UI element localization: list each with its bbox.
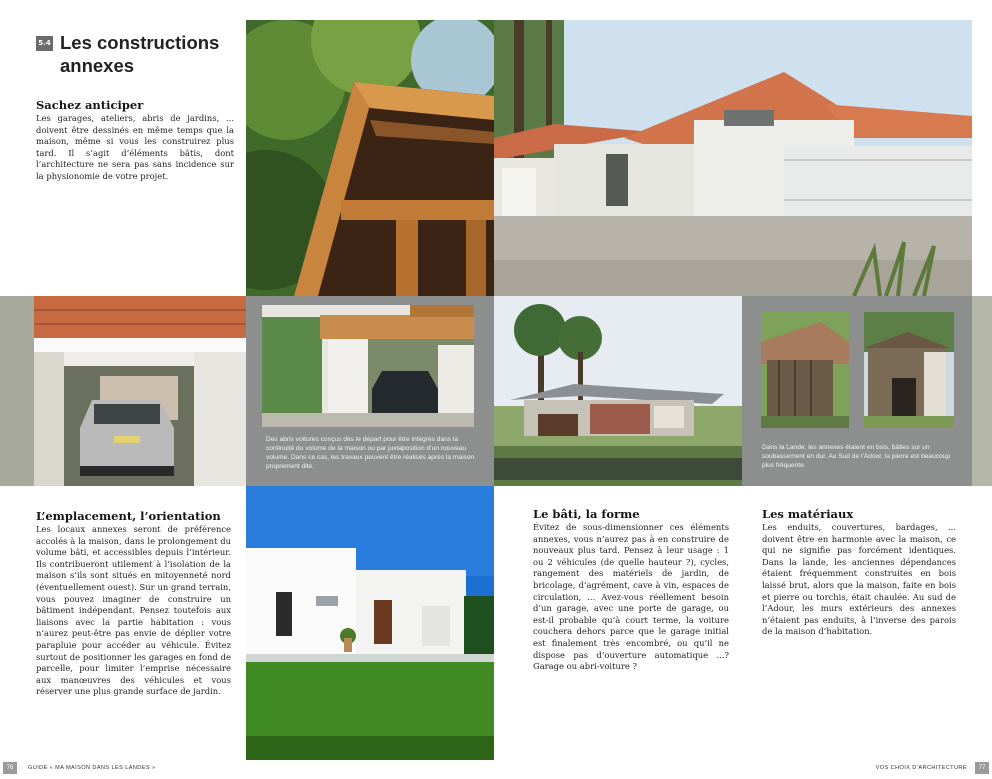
- page-number-right: 77: [975, 762, 989, 774]
- materiaux-section: [762, 507, 956, 638]
- page-title: Les constructions annexes: [60, 32, 220, 76]
- photo-abri-voiture: [262, 305, 474, 427]
- photo-house-with-garage: [494, 20, 972, 296]
- photo-car-carport: [34, 296, 246, 486]
- anticiper-section: [36, 98, 234, 183]
- footer-guide-title: GUIDE « MA MAISON DANS LES LANDES »: [28, 765, 156, 771]
- section-number-badge: 5.4: [36, 36, 53, 51]
- materiaux-heading: Les matériaux: [762, 507, 854, 521]
- emplacement-heading: L’emplacement, l’orientation: [36, 509, 221, 523]
- footer-section-title: VOS CHOIX D’ARCHITECTURE: [875, 765, 967, 771]
- photo-white-modern-house: [246, 486, 494, 760]
- caption-lande-annexes: Dans la Lande, les annexes étaient en bois, bâties sur un soubassement en dur. Au Sud de l’Adour, la pierre est beaucoup plus fréquente.: [762, 444, 951, 469]
- band-right-edge: [972, 296, 992, 486]
- photo-wooden-barn: [864, 312, 954, 428]
- bati-body: Évitez de sous-dimensionner ces éléments annexes, vous n’aurez pas à en construire de nouveaux plus tard. Pensez à leur usage : 1 ou 2 véhicules (de quelle hauteur ?), cycles, rangement des matériels de jardin, de bricolage, d’agrément, cave à vin, espaces de circulation, ... Avez-vous réellement besoin d’un garage, avec une porte de garage, ou est-il probable qu’à court terme, la voiture couchera dehors parce que le garage initial est finalement très encombré, ou qu’il ne dispose pas d’ouverture automatique ...? Garage ou abri-voiture ?: [533, 522, 729, 672]
- band-left-edge: [0, 296, 34, 486]
- materiaux-body: Les enduits, couvertures, bardages, ... doivent être en harmonie avec la maison, ce qui ne signifie pas forcément identiques. Dans la lande, les anciennes dépendances étaient fréquemment construites en bois laissé brut, alors que la maison, faite en bois et pierre ou torchis, était chaulée. Au sud de l’Adour, les murs extérieurs des annexes n’étaient pas enduits, à l’inverse des parois de la maison d’habitation.: [762, 522, 956, 637]
- page-number-left: 76: [3, 762, 17, 774]
- photo-wooden-carport: [246, 20, 494, 296]
- bati-section: [533, 507, 729, 673]
- emplacement-body: Les locaux annexes seront de préférence accolés à la maison, dans le prolongement du volume bâti, et accessibles depuis l’intérieur. Ils contribueront utilement à l’isolation de la maison s’ils sont situés en mitoyenneté nord (éventuellement ouest). Sur un grand terrain, vous pouvez imaginer de construire un bâtiment indépendant. Pensez toutefois aux liaisons avec la partie habitation : vous n’aurez peut-être pas envie de déplier votre parapluie pour accéder au véhicule. Évitez surtout de positionner les garages en fond de parcelle, pour limiter l’emprise nécessaire aux manœuvres des véhicules et vous réserver une plus grande surface de jardin.: [36, 524, 231, 697]
- bati-heading: Le bâti, la forme: [533, 507, 640, 521]
- anticiper-heading: Sachez anticiper: [36, 98, 144, 112]
- caption-abris-voitures: Des abris voitures conçus dès le départ pour être intégrés dans la continuité du volume de la maison ou par juxtaposition d’un nouveau volume. Dans ce cas, les travaux peuvent être réalisés après la maison proprement dite.: [266, 436, 475, 470]
- emplacement-section: [36, 509, 231, 698]
- anticiper-body: Les garages, ateliers, abris de jardins, ... doivent être dessinés en même temps que la maison, même si vous les construirez plus tard. Il s’agit d’éléments bâtis, dont l’architecture ne sera pas sans incidence sur la physionomie de votre projet.: [36, 113, 234, 181]
- photo-old-wooden-annex: [761, 312, 849, 428]
- photo-house-rendering: [494, 296, 742, 486]
